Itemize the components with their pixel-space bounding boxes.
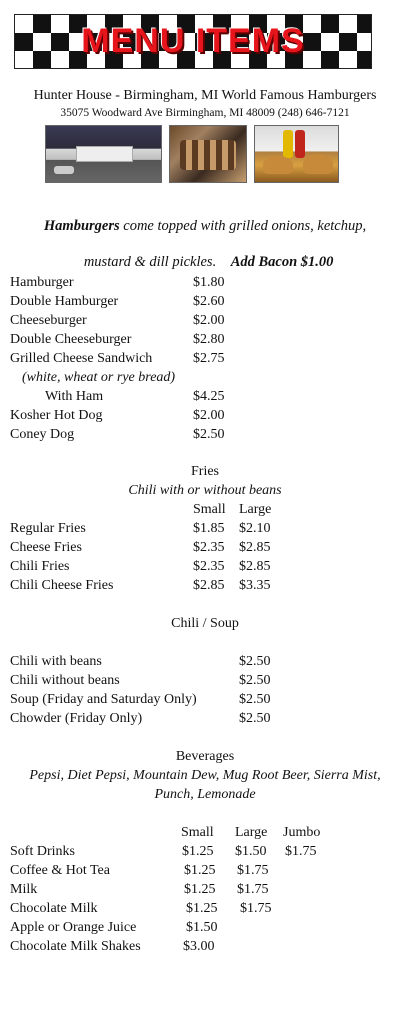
- beverage-item-jumbo: $1.75: [285, 844, 317, 859]
- fries-subtitle: Chili with or without beans: [128, 483, 282, 498]
- menu-item-name: Double Hamburger: [10, 294, 119, 309]
- fries-item-large: $2.10: [239, 521, 271, 536]
- beverage-item-large: $1.75: [237, 882, 269, 897]
- fries-col-large: Large: [239, 502, 272, 517]
- bev-col-jumbo: Jumbo: [283, 825, 321, 840]
- beverage-item-large: $1.50: [235, 844, 267, 859]
- beverage-item-name: Chocolate Milk: [10, 901, 98, 916]
- fries-item-name: Chili Fries: [10, 559, 70, 574]
- chili-item-price: $2.50: [239, 711, 271, 726]
- fries-title: Fries: [191, 464, 219, 479]
- beverage-item-small: $1.25: [182, 844, 214, 859]
- beverage-item-name: Coffee & Hot Tea: [10, 863, 110, 878]
- intro-line-2: [0, 237, 410, 271]
- chili-item-name: Chili without beans: [10, 673, 120, 688]
- menu-item-price: $2.50: [193, 427, 225, 442]
- bev-col-large: Large: [235, 825, 268, 840]
- fries-item-small: $2.85: [193, 578, 225, 593]
- beverage-item-large: $1.75: [240, 901, 272, 916]
- chili-item-name: Chowder (Friday Only): [10, 711, 143, 726]
- storefront-photo: [45, 125, 162, 183]
- beverages-title: Beverages: [175, 749, 235, 764]
- beverage-item-small: $1.25: [186, 901, 218, 916]
- menu-item-name: Kosher Hot Dog: [10, 408, 103, 423]
- burger-photo: [254, 125, 339, 183]
- fries-item-name: Chili Cheese Fries: [10, 578, 114, 593]
- fries-item-large: $3.35: [239, 578, 271, 593]
- beverages-subtitle-1: Pepsi, Diet Pepsi, Mountain Dew, Mug Root Beer, Sierra Mist,: [29, 768, 381, 783]
- chili-title: Chili / Soup: [171, 616, 239, 631]
- menu-banner: [14, 14, 372, 69]
- menu-item-name: Cheeseburger: [10, 313, 87, 328]
- menu-item-price: $2.60: [193, 294, 225, 309]
- intro-text-2: mustard & dill pickles.: [83, 254, 231, 270]
- beverage-item-name: Milk: [10, 882, 38, 897]
- menu-item-name: Grilled Cheese Sandwich: [10, 351, 153, 366]
- fries-item-name: Cheese Fries: [10, 540, 82, 555]
- menu-item-price: $4.25: [193, 389, 225, 404]
- fries-item-name: Regular Fries: [10, 521, 86, 536]
- chili-item-price: $2.50: [239, 673, 271, 688]
- menu-item-price: $2.00: [193, 408, 225, 423]
- chili-item-name: Soup (Friday and Saturday Only): [10, 692, 197, 707]
- chili-item-price: $2.50: [239, 692, 271, 707]
- fries-item-small: $1.85: [193, 521, 225, 536]
- menu-item-price: $2.75: [193, 351, 225, 366]
- grill-photo: [169, 125, 247, 183]
- banner-title: MENU ITEMS: [81, 22, 305, 60]
- beverages-subtitle-2: Punch, Lemonade: [154, 787, 256, 802]
- fries-item-large: $2.85: [239, 540, 271, 555]
- chili-item-price: $2.50: [239, 654, 271, 669]
- intro-text: come topped with grilled onions, ketchup,: [119, 218, 367, 234]
- menu-item-price: $2.80: [193, 332, 225, 347]
- menu-item-price: $2.00: [193, 313, 225, 328]
- chili-item-name: Chili with beans: [10, 654, 102, 669]
- menu-item-name: (white, wheat or rye bread): [22, 370, 176, 385]
- beverage-item-small: $1.50: [186, 920, 218, 935]
- fries-col-small: Small: [193, 502, 226, 517]
- restaurant-address: 35075 Woodward Ave Birmingham, MI 48009 (248) 646-7121: [60, 107, 350, 119]
- beverage-item-small: $1.25: [184, 863, 216, 878]
- restaurant-header: Hunter House - Birmingham, MI World Famous Hamburgers: [33, 88, 377, 103]
- beverage-item-small: $1.25: [184, 882, 216, 897]
- beverage-item-name: Chocolate Milk Shakes: [10, 939, 141, 954]
- beverage-item-name: Soft Drinks: [10, 844, 75, 859]
- fries-item-large: $2.85: [239, 559, 271, 574]
- menu-item-price: $1.80: [193, 275, 225, 290]
- bacon-note: Add Bacon $1.00: [230, 254, 334, 270]
- menu-item-name: Hamburger: [10, 275, 74, 290]
- fries-item-small: $2.35: [193, 540, 225, 555]
- menu-item-name: Coney Dog: [10, 427, 75, 442]
- fries-item-small: $2.35: [193, 559, 225, 574]
- beverage-item-name: Apple or Orange Juice: [10, 920, 137, 935]
- bev-col-small: Small: [181, 825, 214, 840]
- intro-bold-word: Hamburgers: [43, 218, 120, 234]
- beverage-item-large: $1.75: [237, 863, 269, 878]
- menu-item-name: Double Cheeseburger: [10, 332, 132, 347]
- beverage-item-small: $3.00: [183, 939, 215, 954]
- intro-line-1: [0, 218, 410, 235]
- menu-item-name: With Ham: [45, 389, 104, 404]
